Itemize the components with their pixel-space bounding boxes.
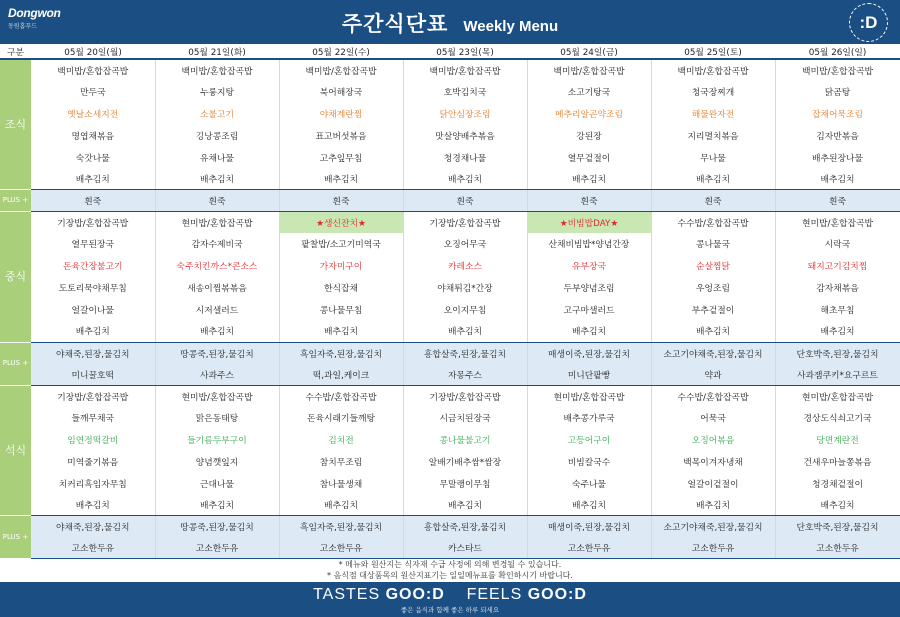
menu-item: 기장밥/혼합잡곡밥 [31, 385, 155, 407]
menu-item: 배추김치 [651, 320, 775, 342]
menu-item: 고소한두유 [775, 537, 900, 559]
dinner-plus-label: PLUS + [0, 516, 31, 559]
menu-item: 유부장국 [527, 255, 651, 277]
menu-item: 감자수제비국 [155, 233, 279, 255]
title-korean: 주간식단표 [341, 12, 449, 36]
menu-item: 흥합살죽,된장,물김치 [403, 516, 527, 538]
good-badge-icon: :D [849, 3, 888, 42]
menu-item: 닭곰탕 [775, 81, 900, 103]
day-header-row [0, 44, 900, 59]
breakfast-label: 조식 [0, 59, 31, 190]
day-header: 05월 20일(월) [31, 44, 155, 59]
menu-item: 야채계란찜 [279, 103, 403, 125]
plus-menu-row [0, 342, 900, 364]
menu-item: 명엽채볶음 [31, 124, 155, 146]
menu-item: 김치전 [279, 429, 403, 451]
menu-item: 해초무침 [775, 298, 900, 320]
menu-item: 무말랭이무침 [403, 472, 527, 494]
menu-item: 흰죽 [775, 190, 900, 212]
menu-item: 누룽지탕 [155, 81, 279, 103]
menu-item: 오이지무침 [403, 298, 527, 320]
menu-item: 북어해장국 [279, 81, 403, 103]
menu-item: 돈육시래기들깨탕 [279, 407, 403, 429]
title-english: Weekly Menu [463, 18, 559, 35]
menu-item: ★생신잔치★ [279, 211, 403, 233]
day-header: 05월 22일(수) [279, 44, 403, 59]
menu-item: 배추콩가루국 [527, 407, 651, 429]
menu-item: 자몽주스 [403, 364, 527, 386]
menu-item: 땅콩죽,된장,물김치 [155, 516, 279, 538]
menu-item: 어묵국 [651, 407, 775, 429]
menu-item: 표고버섯볶음 [279, 124, 403, 146]
menu-item: 약과 [651, 364, 775, 386]
menu-item: 흰죽 [31, 190, 155, 212]
menu-item: 배추김치 [403, 168, 527, 190]
menu-item: 고소한두유 [651, 537, 775, 559]
menu-item: 오징어볶음 [651, 429, 775, 451]
plus-menu-row [0, 190, 900, 212]
slogan-good-2: GOO:D [527, 586, 587, 603]
menu-item: 콩나물불고기 [403, 429, 527, 451]
menu-item: 카스타드 [403, 537, 527, 559]
menu-item: 야채죽,된장,물김치 [31, 342, 155, 364]
menu-row [0, 211, 900, 233]
menu-item: 배추김치 [279, 320, 403, 342]
menu-item: 기장밥/혼합잡곡밥 [31, 211, 155, 233]
menu-item: 배추김치 [155, 320, 279, 342]
menu-item: 건새우마늘쫑볶음 [775, 450, 900, 472]
menu-item: 알배기배추쌈*쌈장 [403, 450, 527, 472]
menu-item: 고소한두유 [31, 537, 155, 559]
menu-item: 가자미구이 [279, 255, 403, 277]
menu-item: 사과주스 [155, 364, 279, 386]
menu-item: 무나물 [651, 146, 775, 168]
menu-item: 흰죽 [403, 190, 527, 212]
menu-item: 청국장찌개 [651, 81, 775, 103]
menu-row [0, 59, 900, 81]
menu-item: 고등어구이 [527, 429, 651, 451]
day-header: 05월 24일(금) [527, 44, 651, 59]
menu-item: 콩나물무침 [279, 298, 403, 320]
menu-item: 들기름두부구이 [155, 429, 279, 451]
note-line: * 메뉴와 원산지는 식자재 수급 사정에 의해 변경될 수 있습니다. [338, 560, 562, 569]
menu-item: 한식잡채 [279, 277, 403, 299]
menu-item: 배추된장나물 [775, 146, 900, 168]
slogan-feels: FEELS [466, 586, 523, 603]
menu-row [0, 168, 900, 190]
menu-item: 배추김치 [403, 320, 527, 342]
plus-menu-row [0, 516, 900, 538]
menu-item: 김자반볶음 [775, 124, 900, 146]
menu-item: 소고기야채죽,된장,물김치 [651, 342, 775, 364]
menu-item: 시금치된장국 [403, 407, 527, 429]
menu-item: 숙주치킨까스*콘소스 [155, 255, 279, 277]
menu-item: 소불고기 [155, 103, 279, 125]
menu-item: 만두국 [31, 81, 155, 103]
lunch-label: 중식 [0, 211, 31, 342]
menu-row [0, 146, 900, 168]
menu-item: 부추겉절이 [651, 298, 775, 320]
menu-item: 배추김치 [279, 168, 403, 190]
menu-item: 수수밥/혼합잡곡밥 [279, 385, 403, 407]
menu-item: 수수밥/혼합잡곡밥 [651, 385, 775, 407]
menu-row [0, 494, 900, 516]
menu-item: 돼지고기김치찜 [775, 255, 900, 277]
weekly-menu-table [0, 44, 900, 559]
menu-item: 배추김치 [775, 320, 900, 342]
plus-menu-row [0, 364, 900, 386]
menu-item: 단호박죽,된장,물김치 [775, 516, 900, 538]
menu-item: 흰죽 [527, 190, 651, 212]
menu-item: 임연정떡갈비 [31, 429, 155, 451]
menu-item: 소고기탕국 [527, 81, 651, 103]
menu-item: 현미밥/혼합잡곡밥 [527, 385, 651, 407]
menu-item: 닭안심장조림 [403, 103, 527, 125]
lunch-plus-label: PLUS + [0, 342, 31, 385]
menu-item: 흥합살죽,된장,물김치 [403, 342, 527, 364]
menu-item: 현미밥/혼합잡곡밥 [155, 211, 279, 233]
menu-item: 양념깻잎지 [155, 450, 279, 472]
menu-item: 백목이겨자냉채 [651, 450, 775, 472]
menu-item: 콩나물국 [651, 233, 775, 255]
menu-item: 배추김치 [527, 320, 651, 342]
menu-item: 기장밥/혼합잡곡밥 [403, 211, 527, 233]
menu-item: 배추김치 [527, 168, 651, 190]
menu-item: 오징어무국 [403, 233, 527, 255]
plus-menu-row [0, 537, 900, 559]
menu-item: 얼갈이겉절이 [651, 472, 775, 494]
menu-item: 유채나물 [155, 146, 279, 168]
menu-item: 시락국 [775, 233, 900, 255]
slogan-subtext: 좋은 음식과 함께 좋은 하루 되세요 [400, 606, 500, 614]
menu-item: 호박김치국 [403, 81, 527, 103]
header-banner [0, 0, 900, 44]
menu-item: 백미밥/혼합잡곡밥 [527, 59, 651, 81]
menu-item: 배추김치 [279, 494, 403, 516]
notes [0, 559, 900, 581]
menu-item: 흑임자죽,된장,물김치 [279, 516, 403, 538]
slogan-good-1: GOO:D [385, 586, 445, 603]
day-header: 05월 25일(토) [651, 44, 775, 59]
note-line: * 음식점 대상품목의 원산지표기는 일일메뉴표를 확인하시기 바랍니다. [327, 571, 573, 580]
menu-item: 기장밥/혼합잡곡밥 [403, 385, 527, 407]
menu-item: 감자채볶음 [775, 277, 900, 299]
slogan [0, 582, 900, 604]
menu-item: 백미밥/혼합잡곡밥 [279, 59, 403, 81]
menu-row [0, 103, 900, 125]
menu-item: 청경채나물 [403, 146, 527, 168]
gubun-header: 구분 [0, 44, 31, 59]
menu-item: 단호박죽,된장,물김치 [775, 342, 900, 364]
menu-item: 산채비빔밥*양념간장 [527, 233, 651, 255]
dinner-label: 석식 [0, 385, 31, 516]
menu-item: 미니꿀호떡 [31, 364, 155, 386]
menu-item: 맑은동태탕 [155, 407, 279, 429]
menu-item: 야채튀김*간장 [403, 277, 527, 299]
menu-item: 현미밥/혼합잡곡밥 [775, 211, 900, 233]
menu-item: 배추김치 [527, 494, 651, 516]
menu-item: 야채죽,된장,물김치 [31, 516, 155, 538]
menu-item: 옛날소세지전 [31, 103, 155, 125]
menu-item: 시저샐러드 [155, 298, 279, 320]
menu-item: 새송이찜볶볶음 [155, 277, 279, 299]
menu-item: 고구마샐러드 [527, 298, 651, 320]
menu-item: 떡,과일,케이크 [279, 364, 403, 386]
menu-row [0, 450, 900, 472]
menu-item: 잡채어묵조림 [775, 103, 900, 125]
menu-item: ★비빔밥DAY★ [527, 211, 651, 233]
footer-banner [0, 582, 900, 617]
menu-item: 깅낭콩조림 [155, 124, 279, 146]
menu-item: 배추김치 [31, 320, 155, 342]
menu-item: 백미밥/혼합잡곡밥 [651, 59, 775, 81]
page-title [0, 8, 900, 38]
menu-item: 배추김치 [775, 168, 900, 190]
logo-subtext: 동원홈푸드 [8, 23, 37, 30]
menu-item: 참치무조림 [279, 450, 403, 472]
menu-item: 배추김치 [31, 494, 155, 516]
menu-item: 매생이죽,된장,물김치 [527, 516, 651, 538]
menu-item: 백미밥/혼합잡곡밥 [155, 59, 279, 81]
menu-item: 백미밥/혼합잡곡밥 [31, 59, 155, 81]
menu-item: 당면계란전 [775, 429, 900, 451]
menu-row [0, 320, 900, 342]
menu-item: 참나물생채 [279, 472, 403, 494]
menu-row [0, 233, 900, 255]
menu-item: 청경채겉절이 [775, 472, 900, 494]
day-header: 05월 23일(목) [403, 44, 527, 59]
menu-row [0, 277, 900, 299]
menu-row [0, 298, 900, 320]
menu-item: 배추김치 [31, 168, 155, 190]
menu-item: 배추김치 [775, 494, 900, 516]
menu-item: 배추김치 [155, 168, 279, 190]
menu-item: 백미밥/혼합잡곡밥 [403, 59, 527, 81]
slogan-tastes: TASTES [313, 586, 381, 603]
menu-row [0, 255, 900, 277]
menu-item: 고소한두유 [279, 537, 403, 559]
menu-item: 흰죽 [155, 190, 279, 212]
menu-row [0, 385, 900, 407]
menu-row [0, 81, 900, 103]
menu-item: 비빔칼국수 [527, 450, 651, 472]
menu-item: 미니단팥빵 [527, 364, 651, 386]
menu-item: 흰죽 [651, 190, 775, 212]
menu-item: 두부양념조림 [527, 277, 651, 299]
menu-item: 백미밥/혼합잡곡밥 [775, 59, 900, 81]
menu-item: 돈육간장불고기 [31, 255, 155, 277]
menu-item: 열무된장국 [31, 233, 155, 255]
menu-item: 소고기야채죽,된장,물김치 [651, 516, 775, 538]
menu-item: 카레소스 [403, 255, 527, 277]
menu-body [0, 59, 900, 559]
menu-item: 현미밥/혼합잡곡밥 [775, 385, 900, 407]
menu-item: 고추잎무침 [279, 146, 403, 168]
menu-item: 메추리알곤약조림 [527, 103, 651, 125]
menu-item: 맛살양배추볶음 [403, 124, 527, 146]
menu-item: 순살찜닭 [651, 255, 775, 277]
menu-item: 미역줄기볶음 [31, 450, 155, 472]
menu-item: 수수밥/혼합잡곡밥 [651, 211, 775, 233]
menu-item: 도토리묵야채무침 [31, 277, 155, 299]
menu-item: 경상도식쇠고기국 [775, 407, 900, 429]
menu-item: 팥찰밥/소고기미역국 [279, 233, 403, 255]
menu-item: 배추김치 [651, 494, 775, 516]
menu-item: 고소한두유 [155, 537, 279, 559]
day-header: 05월 21일(화) [155, 44, 279, 59]
menu-item: 해물완자전 [651, 103, 775, 125]
menu-item: 들깨무채국 [31, 407, 155, 429]
day-header: 05월 26일(일) [775, 44, 900, 59]
menu-item: 지리멸치볶음 [651, 124, 775, 146]
logo-text: Dongwon [8, 6, 61, 20]
menu-row [0, 472, 900, 494]
menu-item: 흑임자죽,된장,물김치 [279, 342, 403, 364]
menu-item: 사과잼쿠키*요구르트 [775, 364, 900, 386]
breakfast-plus-label: PLUS + [0, 190, 31, 212]
menu-item: 배추김치 [155, 494, 279, 516]
menu-item: 고소한두유 [527, 537, 651, 559]
menu-item: 얼갈이나물 [31, 298, 155, 320]
menu-item: 숙갓나물 [31, 146, 155, 168]
menu-item: 우엉조림 [651, 277, 775, 299]
menu-item: 배추김치 [651, 168, 775, 190]
menu-item: 매생이죽,된장,물김치 [527, 342, 651, 364]
menu-item: 강된장 [527, 124, 651, 146]
menu-item: 현미밥/혼합잡곡밥 [155, 385, 279, 407]
menu-row [0, 407, 900, 429]
menu-row [0, 124, 900, 146]
menu-item: 땅콩죽,된장,물김치 [155, 342, 279, 364]
menu-item: 치커리흑임자무침 [31, 472, 155, 494]
menu-item: 열무겉절이 [527, 146, 651, 168]
menu-item: 배추김치 [403, 494, 527, 516]
menu-row [0, 429, 900, 451]
menu-item: 숙주나물 [527, 472, 651, 494]
menu-item: 근대나물 [155, 472, 279, 494]
menu-item: 흰죽 [279, 190, 403, 212]
